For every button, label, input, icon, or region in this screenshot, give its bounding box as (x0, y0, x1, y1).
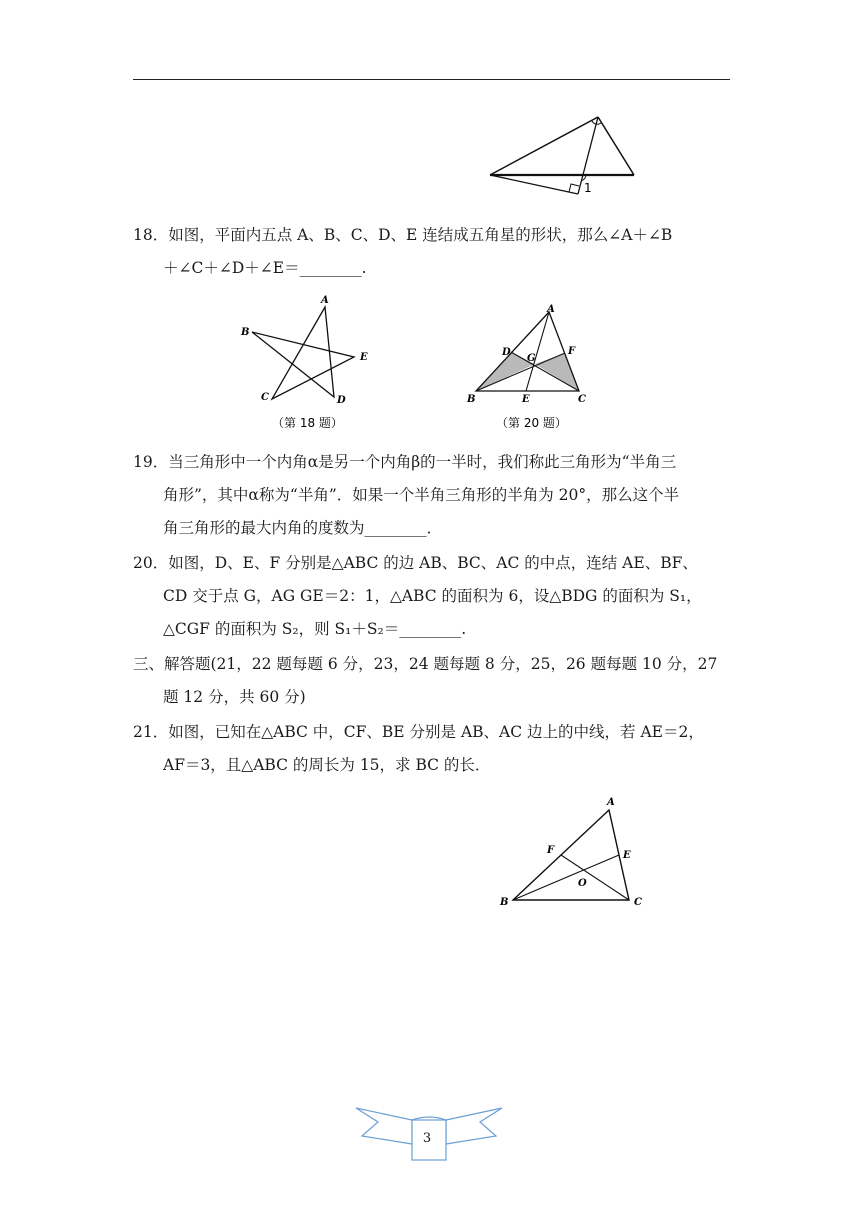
section-3-heading-line-1: 三、解答题(21，22 题每题 6 分，23，24 题每题 8 分，25，26 题每题 10 分，27 (133, 655, 718, 673)
label-B: B (500, 897, 509, 908)
label-C: C (261, 392, 269, 403)
figure-q18 (236, 292, 376, 434)
q19-line-2: 角形”，其中α称为“半角”．如果一个半角三角形的半角为 20°，那么这个半 (163, 486, 680, 504)
label-E: E (360, 352, 368, 363)
angle-1-label: 1 (584, 181, 592, 195)
q20-line-2: CD 交于点 G，AG GE＝2：1，△ABC 的面积为 6，设△BDG 的面积为 S₁， (163, 587, 702, 605)
q19-line-3: 角三角形的最大内角的度数为________． (163, 519, 443, 537)
label-A: A (321, 295, 329, 306)
section-3-heading-line-2: 题 12 分，共 60 分) (163, 688, 306, 706)
label-E: E (522, 394, 530, 405)
q20-line-3: △CGF 的面积为 S₂，则 S₁＋S₂＝________. (163, 620, 467, 638)
header-rule (133, 79, 730, 80)
label-A: A (547, 304, 555, 315)
label-O: O (578, 878, 587, 889)
figure-q17 (488, 112, 638, 197)
figure-q21 (496, 790, 656, 915)
q18-line-1: 18．如图，平面内五点 A、B、C、D、E 连结成五角星的形状，那么∠A＋∠B (133, 226, 673, 244)
caption-q20: （第 20 题） (496, 416, 567, 430)
label-C: C (634, 897, 642, 908)
q21-line-2: AF＝3，且△ABC 的周长为 15，求 BC 的长． (163, 756, 491, 774)
label-D: D (502, 347, 511, 358)
figure-q20 (463, 302, 603, 434)
q18-line-2: ＋∠C＋∠D＋∠E＝________. (163, 259, 367, 277)
q20-line-1: 20．如图，D、E、F 分别是△ABC 的边 AB、BC、AC 的中点，连结 AE、BF、 (133, 554, 698, 572)
label-G: G (527, 353, 536, 364)
q21-line-1: 21．如图，已知在△ABC 中，CF、BE 分别是 AB、AC 边上的中线，若 AE＝2， (133, 723, 704, 741)
label-F: F (568, 346, 576, 357)
label-B: B (241, 327, 250, 338)
caption-q18: （第 18 题） (272, 416, 343, 430)
label-C: C (578, 394, 586, 405)
label-B: B (467, 394, 476, 405)
label-F: F (547, 845, 555, 856)
q19-line-1: 19．当三角形中一个内角α是另一个内角β的一半时，我们称此三角形为“半角三 (133, 453, 677, 471)
label-E: E (623, 850, 631, 861)
page-number: 3 (422, 1131, 432, 1146)
label-D: D (337, 395, 346, 406)
label-A: A (607, 797, 615, 808)
